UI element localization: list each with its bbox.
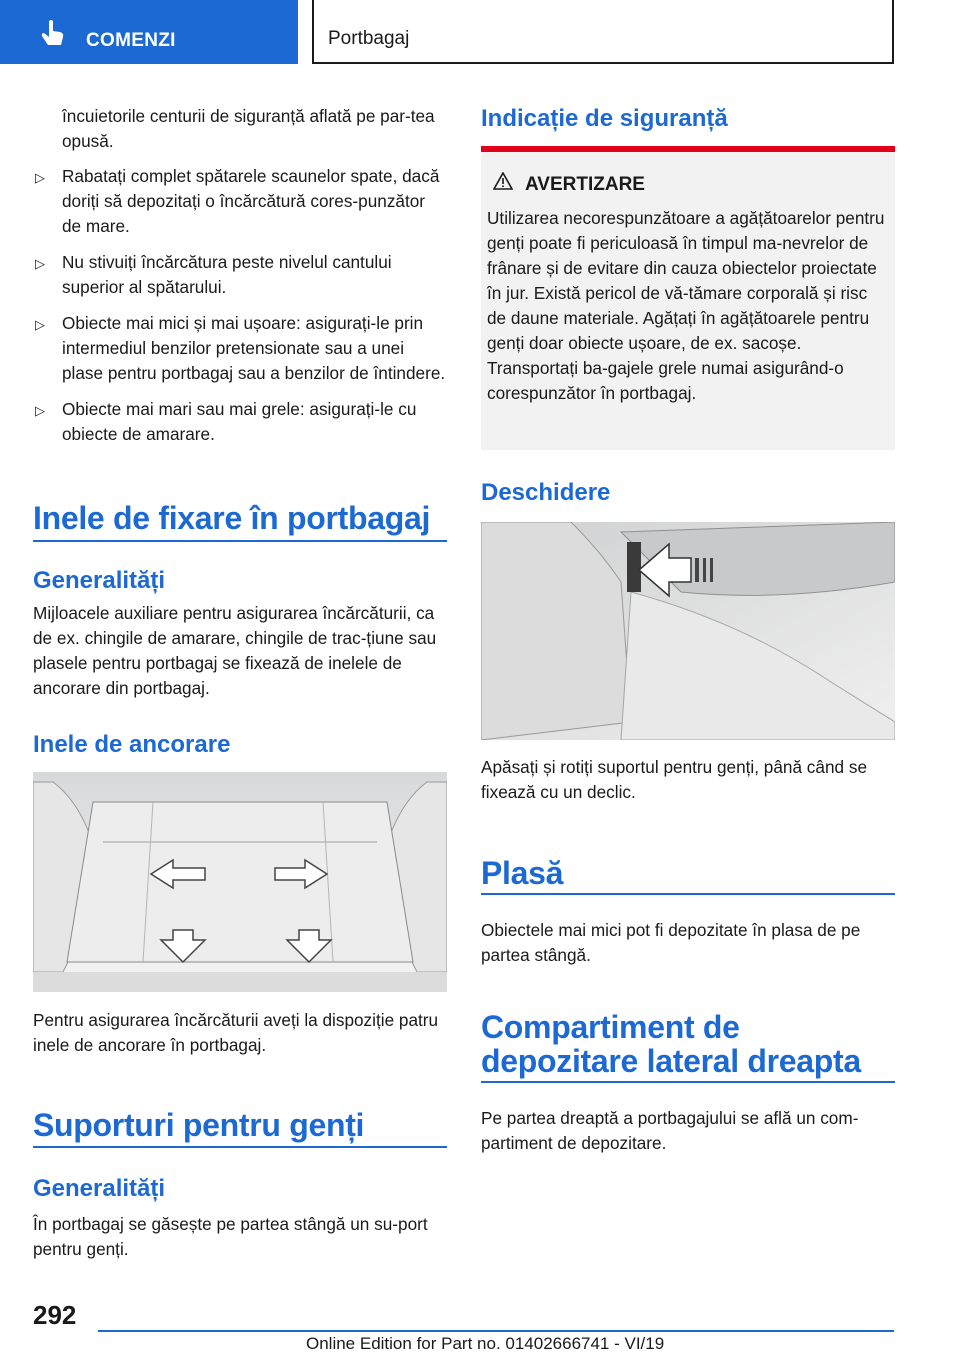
heading-general: Generalități: [33, 567, 166, 594]
edition-note: Online Edition for Part no. 01402666741 - VI/19: [306, 1334, 665, 1353]
heading-rule: [33, 1146, 447, 1148]
heading-rule: [481, 893, 895, 895]
warning-box: [481, 146, 895, 450]
warning-text: Utilizarea necorespunzătoare a agățătoarelor pentru genți poate fi periculoasă în timpul ma-nevrelor de frânare și de evitare din cauza obiectelor proiectate în jur. Există pericol de vă-tămare corporală și risc de daune materiale. Agățați în agățătoarele pentru genți doar obiecte ușoare, de ex. sacoșe. Transportați ba-gajele grele numai asigurând-o corespunzător în portbagaj.: [487, 208, 885, 403]
section-header: [312, 0, 894, 64]
triangle-bullet-icon: ▷: [35, 403, 45, 418]
chapter-tab[interactable]: [0, 0, 298, 64]
triangle-bullet-icon: ▷: [35, 170, 45, 185]
heading-compartment-line1: Compartiment de: [481, 1009, 740, 1045]
heading-bag-hooks: Suporturi pentru genți: [33, 1107, 365, 1143]
heading-safety: Indicație de siguranță: [481, 105, 728, 132]
net-text: Obiectele mai mici pot fi depozitate în plasa de pe partea stângă.: [481, 920, 861, 965]
list-item: ▷ Rabatați complet spătarele scaunelor spate, dacă doriți să depozitați o încărcătură cores-punzător de mare.: [35, 166, 440, 236]
trunk-anchor-rings-image: [33, 772, 447, 992]
intro-continuation: încuietorile centurii de siguranță aflată pe par-tea opusă.: [62, 106, 435, 151]
heading-anchor-rings: Inele de fixare în portbagaj: [33, 500, 431, 536]
list-item: ▷ Obiecte mai mici și mai ușoare: asigurați-le prin intermediul benzilor pretensionate sau a unei plase pentru portbagaj sau a benzilor de întindere.: [35, 313, 446, 383]
anchor-caption: Pentru asigurarea încărcăturii aveți la dispoziție patru inele de ancorare în portbagaj.: [33, 1010, 439, 1055]
warning-bar: [481, 146, 895, 152]
triangle-bullet-icon: ▷: [35, 317, 45, 332]
page-number: 292: [33, 1300, 77, 1330]
open-caption: Apăsați și rotiți suportul pentru genți, până când se fixează cu un declic.: [481, 757, 867, 802]
warning-triangle-icon: [493, 172, 513, 190]
heading-rule: [481, 1081, 895, 1083]
section-title: Portbagaj: [328, 28, 410, 49]
heading-compartment-line2: depozitare lateral dreapta: [481, 1043, 861, 1079]
chapter-tab-label: COMENZI: [86, 30, 176, 51]
compartment-text: Pe partea dreaptă a portbagajului se află un com-partiment de depozitare.: [481, 1108, 859, 1153]
heading-anchor: Inele de ancorare: [33, 731, 231, 758]
list-item: ▷ Obiecte mai mari sau mai grele: asigurați-le cu obiecte de amarare.: [35, 399, 417, 444]
warning-title: AVERTIZARE: [525, 174, 645, 195]
heading-rule: [33, 540, 447, 542]
general-text: Mijloacele auxiliare pentru asigurarea încărcăturii, ca de ex. chingile de amarare, chingile de trac-țiune sau plasele pentru portbagaj se fixează de inelele de ancorare din portbagaj.: [33, 603, 437, 698]
hooks-text: În portbagaj se găsește pe partea stângă un su-port pentru genți.: [33, 1214, 428, 1259]
triangle-bullet-icon: ▷: [35, 256, 45, 271]
heading-open: Deschidere: [481, 479, 611, 506]
footer-rule: [98, 1330, 894, 1332]
safety-bullet-list: [33, 164, 447, 447]
hand-pointer-icon: [38, 18, 68, 48]
bag-hook-image: [481, 522, 895, 740]
list-item: ▷ Nu stivuiți încărcătura peste nivelul cantului superior al spătarului.: [35, 252, 392, 297]
heading-net: Plasă: [481, 855, 564, 891]
heading-general-2: Generalități: [33, 1175, 166, 1202]
